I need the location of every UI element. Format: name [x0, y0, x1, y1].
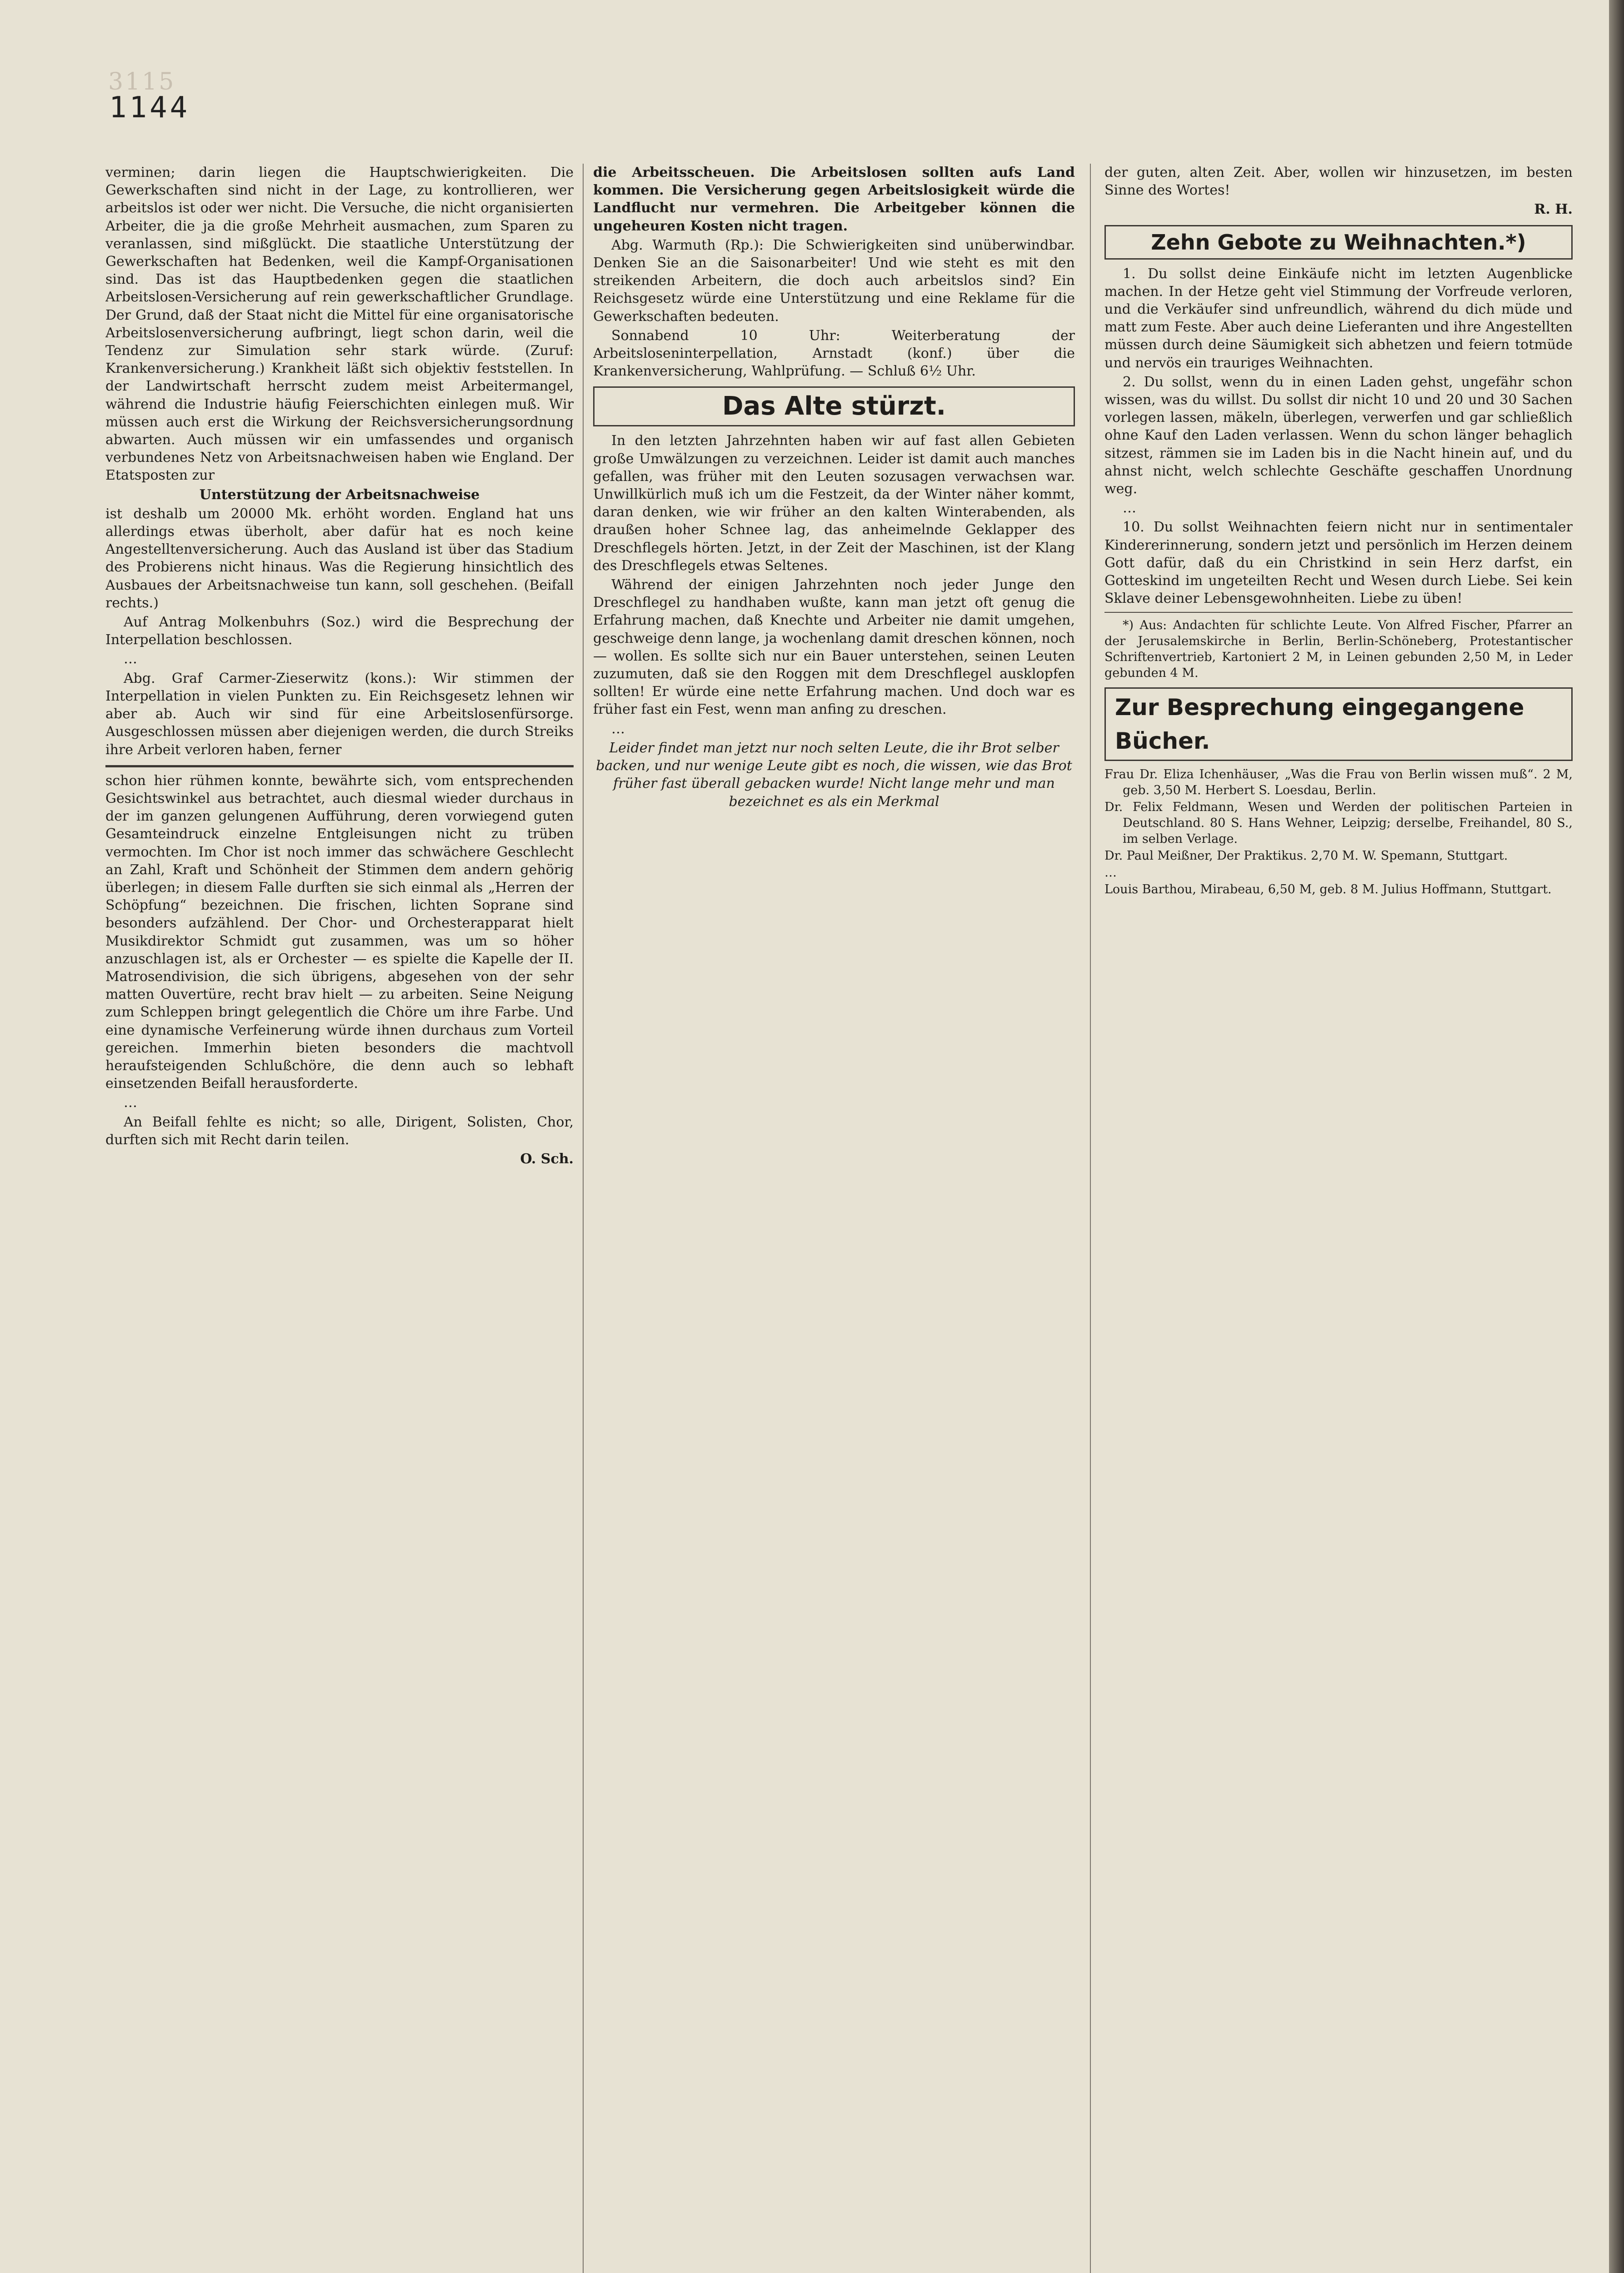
- parliament-text: Abg. Warmuth (Rp.): Die Schwierigkeiten sind unüberwindbar. Denken Sie an die Saisonarbeiter! Und wie steht es mit den streikenden Arbeitern, die doch auch arbeitslos sind? Ein Reichsgesetz würde eine Unterstützung und eine Reklame für die Gewerkschaften bedeuten.: [593, 237, 1075, 325]
- concert-review-text: schon hier rühmen konnte, bewährte sich, vom entsprechenden Gesichtswinkel aus betrachtet, auch diesmal wieder durchaus in der im ganzen gelungenen Aufführung, deren vorwiegend guten Gesamteindruck einzelne Entgleisungen nicht zu trüben vermochten. Im Chor ist noch immer das schwächere Geschlecht an Zahl, Kraft und Schönheit der Stimmen dem andern gehörig überlegen; in diesem Falle durften sie sich einmal als „Herren der Schöpfung“ bezeichnen. Die frischen, lichten Soprane sind besonders aufzählend. Der Chor- und Orchesterapparat hielt Musikdirektor Schmidt gut zusammen, was um so höher anzuschlagen ist, als er Orchester — es spielte die Kapelle der II. Matrosendivision, die sich übrigens, abgesehen von der sehr matten Ouvertüre, recht brav hielt — zu arbeiten. Seine Neigung zum Schleppen bringt gelegentlich die Chöre um ihre Farbe. Und eine dynamische Verfeinerung würde ihnen durchaus zum Vorteil gereichen. Immerhin bieten besonders die machtvoll heraufsteigenden Schlußchöre, die denn auch so lebhaft einsetzenden Beifall herausforderte.: [105, 772, 574, 1092]
- parliament-text: ist deshalb um 20000 Mk. erhöht worden. England hat uns allerdings etwas überholt, aber dafür hat es noch keine Angestelltenversicherung. Auch das Ausland ist über das Stadium des Probierens nicht hinaus. Was die Regierung hinsichtlich des Ausbaues der Arbeitsnachweise tun kann, soll geschehen. (Beifall rechts.): [105, 506, 574, 611]
- parliament-text: die Arbeitsscheuen. Die Arbeitslosen sollten aufs Land kommen. Die Versicherung gegen Arbeitslosigkeit würde die Landflucht nur vermehren. Die Arbeitgeber können die ungeheuren Kosten nicht tragen.: [593, 165, 1075, 234]
- commandment: 10. Du sollst Weihnachten feiern nicht nur in sentimentaler Kindererinnerung, sondern jetzt und persönlich im Herzen deinem Gott dafür, daß du ein Christkind in sein Herz darfst, ein Gotteskind im ungeteilten Recht und Wesen durch Liebe. Sei kein Sklave deiner Lebensgewohnheiten. Liebe zu üben!: [1104, 519, 1573, 607]
- book-spine-edge: [1609, 0, 1624, 2273]
- section-divider: [105, 765, 574, 767]
- story-text: In den letzten Jahrzehnten haben wir auf fast allen Gebieten große Umwälzungen zu verzeichnen. Leider ist damit auch manches gefallen, was früher mit den Leuten sozusagen verwachsen war. Unwillkürlich muß ich um die Festzeit, da der Winter näher kommt, daran denken, wie wir früher an den kalten Winterabenden, als draußen hoher Schnee lag, das anheimelnde Geklapper des Dreschflegels hörten. Jetzt, in der Zeit der Maschinen, ist der Klang des Dreschflegels etwas Seltenes.: [593, 433, 1075, 574]
- story-text: Während der einigen Jahrzehnten noch jeder Junge den Dreschflegel zu handhaben wußte, kann man jetzt oft genug die Erfahrung machen, daß Knechte und Arbeiter nie damit umgehen, geschweige denn lange, ja wochenlang damit dreschen können, noch — wollen. Es sollte sich nur ein Bauer unterstehen, seinen Leuten zuzumuten, daß sie den Roggen mit dem Dreschflegel ausklopfen sollten! Er würde eine nette Erfahrung machen. Und doch war es früher fast ein Fest, wenn man anfing zu dreschen.: [593, 577, 1075, 718]
- column-3: [1104, 164, 1573, 2273]
- footnote-divider: [1104, 612, 1573, 613]
- concert-review-text: …: [124, 1095, 137, 1111]
- parliament-text: Sonnabend 10 Uhr: Weiterberatung der Arbeitsloseninterpellation, Arnstadt (konf.) über die Krankenversicherung, Wahlprüfung. — Schluß 6½ Uhr.: [593, 327, 1075, 380]
- author-signature: O. Sch.: [520, 1151, 574, 1167]
- book-list: [1104, 766, 1573, 897]
- column-rule-2: [1090, 164, 1091, 2273]
- gebote-title: Zehn Gebote zu Weihnachten.*): [1104, 225, 1573, 260]
- book-entry: Dr. Paul Meißner, Der Praktikus. 2,70 M. W. Spemann, Stuttgart.: [1104, 849, 1508, 863]
- archive-stamp: 3115: [108, 68, 176, 95]
- concert-review-text: An Beifall fehlte es nicht; so alle, Dirigent, Solisten, Chor, durften sich mit Recht darin teilen.: [105, 1114, 574, 1148]
- commandment: …: [1123, 500, 1136, 516]
- column-2: [593, 164, 1075, 2273]
- story-signature: R. H.: [1534, 201, 1573, 218]
- column-1: [105, 164, 574, 2273]
- story-text: …: [611, 721, 625, 737]
- footnote: *) Aus: Andachten für schlichte Leute. Von Alfred Fischer, Pfarrer an der Jerusalemskirche in Berlin, Berlin-Schöneberg, Protestantischer Schriftenvertrieb, Kartoniert 2 M, in Leinen gebunden 2,50 M, in Leder gebunden 4 M.: [1104, 618, 1573, 681]
- commandment: 1. Du sollst deine Einkäufe nicht im letzten Augenblicke machen. In der Hetze geht viel Stimmung der Vorfreude verloren, und die Verkäufer sind unfreundlich, während du dich müde und matt zum Feste. Aber auch deine Lieferanten und ihre Angestellten müssen durch deine Säumigkeit sich abhetzen und feiern totmüde und nervös ein trauriges Weihnachten.: [1104, 265, 1573, 371]
- story-verse: Leider findet man jetzt nur noch selten Leute, die ihr Brot selber backen, und nur wenige Leute gibt es noch, die wissen, wie das Brot früher fast überall gebacken wurde! Nicht lange mehr und man bezeichnet es als ein Merkmal: [596, 740, 1072, 810]
- books-title: Zur Besprechung eingegangene Bücher.: [1104, 687, 1573, 761]
- story-conclusion: der guten, alten Zeit. Aber, wollen wir hinzusetzen, im besten Sinne des Wortes!: [1104, 165, 1573, 199]
- book-entry: Dr. Felix Feldmann, Wesen und Werden der politischen Parteien in Deutschland. 80 S. Hans Wehner, Leipzig; derselbe, Freihandel, 80 S., im selben Verlage.: [1104, 800, 1573, 846]
- book-entry: Louis Barthou, Mirabeau, 6,50 M, geb. 8 M. Julius Hoffmann, Stuttgart.: [1104, 882, 1552, 897]
- book-entry: …: [1104, 866, 1117, 880]
- column-rule-1: [583, 164, 584, 2273]
- parliament-text: verminen; darin liegen die Hauptschwierigkeiten. Die Gewerkschaften sind nicht in der Lage, zu kontrollieren, wer arbeitslos ist oder wer nicht. Die Versuche, die nicht organisierten Arbeiter, die ja die große Mehrheit ausmachen, zum Sparen zu veranlassen, sind mißglückt. Die staatliche Unterstützung der Gewerkschaften hat Bedenken, weil die Kampf-Organisationen sind. Das ist das Hauptbedenken gegen die staatlichen Arbeitslosen-Versicherung auf rein gewerkschaftlicher Grundlage. Der Grund, daß der Staat nicht die Mittel für eine organisatorische Arbeitslosenversicherung aufbringt, liegt schon darin, weil die Tendenz zur Simulation sehr stark würde. (Zuruf: Krankenversicherung.) Krankheit läßt sich objektiv feststellen. In der Landwirtschaft herrscht zudem meist Arbeitermangel, während die Industrie häufig Feierschichten einlegen muß. Wir müssen auch erst die Wirkung der Reichsversicherungsordnung abwarten. Auch müssen wir ein umfassendes und organisch verbundenes Netz von Arbeitsnachweisen haben wie England. Der Etatsposten zur: [105, 165, 574, 484]
- subheading: Unterstützung der Arbeitsnachweise: [199, 486, 480, 503]
- commandment: 2. Du sollst, wenn du in einen Laden gehst, ungefähr schon wissen, was du willst. Du sollst dir nicht 10 und 20 und 30 Sachen vorlegen lassen, mäkeln, überlegen, verwerfen und gar schließlich ohne Kauf den Laden verlassen. Wenn du schon länger behaglich sitzest, rämmen sie im Laden bis in die Nacht hinein auf, und du ahnst nicht, welch schlechte Geschäfte geschaffen Unordnung weg.: [1104, 374, 1573, 497]
- book-entry: Frau Dr. Eliza Ichenhäuser, „Was die Frau von Berlin wissen muß“. 2 M, geb. 3,50 M. Herbert S. Loesdau, Berlin.: [1104, 767, 1573, 798]
- parliament-text: Auf Antrag Molkenbuhrs (Soz.) wird die Besprechung der Interpellation beschlossen.: [105, 614, 574, 648]
- parliament-text: …: [124, 651, 137, 667]
- page-number: 1144: [109, 91, 190, 125]
- story-title: Das Alte stürzt.: [593, 386, 1075, 426]
- parliament-text: Abg. Graf Carmer-Zieserwitz (kons.): Wir stimmen der Interpellation in vielen Punkten zu. Ein Reichsgesetz lehnen wir aber ab. Auch wir sind für eine Arbeitslosenfürsorge. Ausgeschlossen müssen aber diejenigen werden, die durch Streiks ihre Arbeit verloren haben, ferner: [105, 670, 574, 758]
